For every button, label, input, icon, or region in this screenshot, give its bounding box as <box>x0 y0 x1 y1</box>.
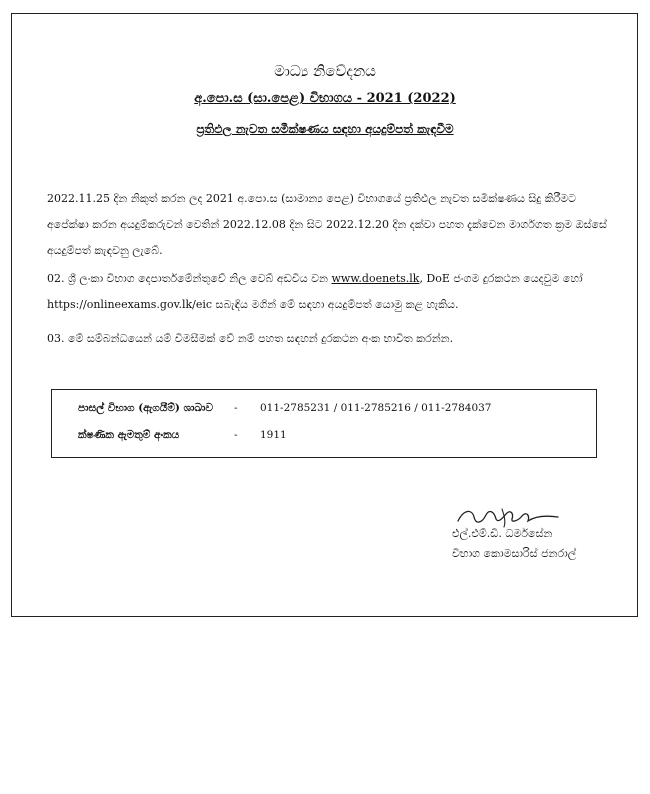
paragraph-3: 03. මේ සම්බන්ධයෙන් යම් විමසීමක් වේ නම් පහත සඳහන් දුරකථන අංක භාවිත කරන්න. <box>47 332 454 345</box>
hotline-number: 1911 <box>260 429 287 441</box>
contact-separator: - <box>234 429 238 441</box>
document-title: මාධ්‍ය නිවේදනය <box>274 62 376 80</box>
paragraph-2-rest: , DoE ජංගම දුරකථන යෙදවුම හෝ https://onlineexams.gov.lk/eic සබැඳිය මගින් මේ සඳහා අයදුම්පත් යොමු කළ හැකිය. <box>47 272 583 311</box>
contact-label: පාසල් විභාග (ඇගයීම්) ශාඛාව <box>78 402 213 414</box>
handwritten-signature <box>454 505 564 529</box>
signatory-name: එල්.එම්.ඩී. ධර්මසේන <box>452 527 553 540</box>
paragraph-1: 2022.11.25 දින නිකුත් කරන ලද 2021 අ.පො.ස (සාමාන්‍ය පෙළ) විභාගයේ ප්‍රතිඵල නැවත සමීක්ෂණය සිදු කිරීමට අපේක්ෂා කරන අයදුම්කරුවන් වෙතින් 2022.12.08 දින සිට 2022.12.20 දින දක්වා පහත දැක්වෙන මාර්ගගත ක්‍රම ඔස්සේ අයදුම්පත් කැඳවනු ලැබේ. <box>47 192 607 257</box>
contact-numbers: 011-2785231 / 011-2785216 / 011-2784037 <box>260 402 492 414</box>
contact-box <box>51 389 597 458</box>
subject-heading: ප්‍රතිඵල නැවත සමීක්ෂණය සඳහා අයදුම්පත් කැඳවීම <box>196 122 454 136</box>
doenets-link[interactable]: www.doenets.lk <box>331 272 420 285</box>
paragraph-2 <box>47 266 613 318</box>
exam-heading: අ.පො.ස (සා.පෙළ) විභාගය - 2021 (2022) <box>194 91 456 106</box>
signatory-title: විභාග කොමසාරිස් ජනරාල් <box>452 547 577 560</box>
contact-separator: - <box>234 402 238 414</box>
paragraph-2-intro: 02. ශ්‍රී ලංකා විභාග දෙපාර්තමේන්තුවේ නිල වෙබ් අඩවිය වන <box>47 272 332 285</box>
contact-label: ක්ෂණික ඇමතුම් අංකය <box>78 429 180 441</box>
